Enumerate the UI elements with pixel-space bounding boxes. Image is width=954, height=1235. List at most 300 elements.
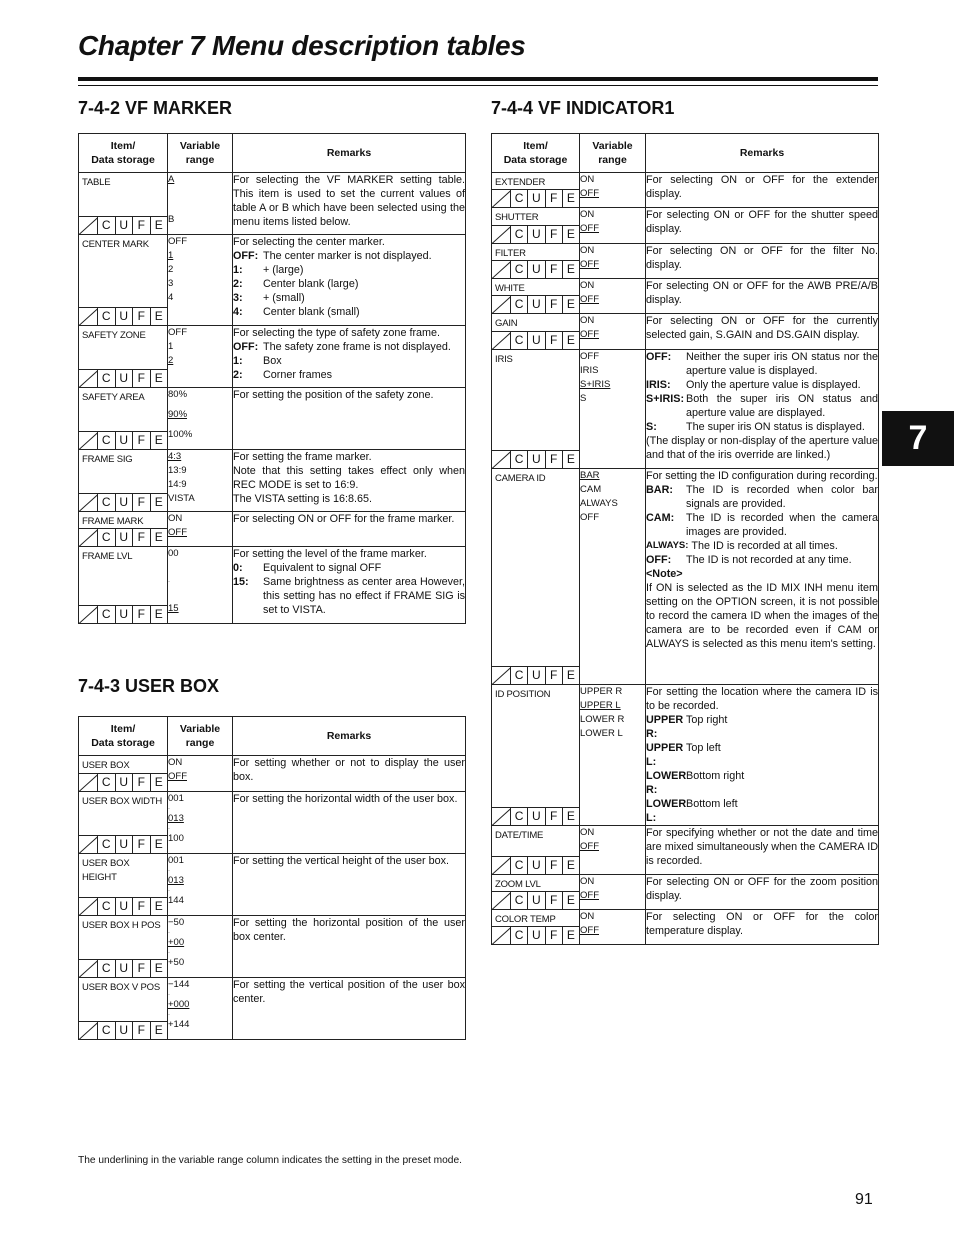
option-label: UPPER R: bbox=[646, 714, 684, 740]
range-value: −144 bbox=[168, 979, 190, 990]
range-ellipsis: · bbox=[168, 888, 170, 894]
data-storage-flags bbox=[79, 1021, 167, 1039]
data-storage-flags bbox=[79, 773, 167, 791]
storage-flag: U bbox=[528, 808, 545, 825]
remarks-text: For selecting ON or OFF for the shutter speed display. bbox=[646, 209, 878, 235]
col-header-remarks: Remarks bbox=[233, 134, 466, 173]
preset-value: OFF bbox=[580, 890, 599, 901]
variable-range-cell bbox=[580, 875, 646, 910]
data-storage-flags bbox=[79, 216, 167, 234]
range-value: ON bbox=[580, 245, 595, 256]
variable-range-cell bbox=[580, 685, 646, 826]
storage-flag: F bbox=[133, 370, 151, 387]
storage-flag: U bbox=[528, 296, 545, 313]
remarks-cell bbox=[646, 244, 879, 279]
preset-value: UPPER L bbox=[580, 700, 621, 711]
table-row bbox=[79, 450, 466, 512]
range-ellipsis: · bbox=[168, 992, 170, 998]
item-cell bbox=[79, 512, 168, 547]
option-text: Both the super iris ON status and aperture value are displayed. bbox=[686, 393, 878, 419]
table-row bbox=[79, 388, 466, 450]
storage-flag: C bbox=[511, 226, 528, 243]
storage-flag: C bbox=[511, 332, 528, 349]
item-cell bbox=[79, 326, 168, 388]
remarks-text: For setting the vertical position of the user box center. bbox=[233, 979, 465, 1005]
range-value: ON bbox=[168, 757, 183, 768]
item-name: IRIS bbox=[495, 354, 513, 365]
diagonal-slash-icon bbox=[492, 226, 511, 243]
variable-range-cell bbox=[580, 173, 646, 208]
variable-range-cell bbox=[168, 792, 233, 854]
range-ellipsis: · bbox=[168, 1012, 170, 1018]
option-line bbox=[646, 378, 878, 392]
table-row bbox=[492, 469, 879, 685]
variable-range-cell bbox=[168, 547, 233, 624]
storage-flag: C bbox=[98, 1022, 116, 1039]
variable-range-cell bbox=[168, 854, 233, 916]
preset-value: 1 bbox=[168, 250, 174, 261]
preset-value: OFF bbox=[580, 188, 599, 199]
option-line bbox=[646, 797, 878, 825]
chapter-title: Chapter 7 Menu description tables bbox=[78, 30, 526, 61]
storage-flag: E bbox=[154, 899, 163, 913]
data-storage-flags bbox=[492, 666, 579, 684]
storage-flag: C bbox=[98, 898, 116, 915]
option-label: OFF: bbox=[233, 250, 259, 262]
remarks-text: For setting the level of the frame marker. bbox=[233, 548, 427, 560]
storage-flag: F bbox=[133, 308, 151, 325]
storage-flag: F bbox=[546, 332, 563, 349]
option-label: OFF: bbox=[646, 554, 672, 566]
option-label: UPPER L: bbox=[646, 742, 684, 768]
range-value: ON bbox=[580, 827, 595, 838]
data-storage-flags bbox=[79, 307, 167, 325]
storage-flag: U bbox=[528, 226, 545, 243]
item-cell bbox=[79, 756, 168, 792]
item-name: CAMERA ID bbox=[495, 473, 546, 484]
remarks-text: For setting the horizontal width of the user box. bbox=[233, 793, 458, 805]
data-storage-flags bbox=[492, 450, 579, 468]
data-storage-flags bbox=[492, 891, 579, 909]
data-storage-flags bbox=[492, 926, 579, 944]
diagonal-slash-icon bbox=[492, 332, 511, 349]
diagonal-slash-icon bbox=[79, 960, 98, 977]
preset-value: 013 bbox=[168, 813, 184, 824]
item-name: USER BOX H POS bbox=[82, 920, 161, 931]
preset-value: A bbox=[168, 174, 175, 185]
range-value: 001 bbox=[168, 793, 184, 804]
note-label: <Note> bbox=[646, 568, 683, 580]
item-cell bbox=[492, 910, 580, 945]
storage-flag: F bbox=[133, 774, 151, 791]
option-line bbox=[646, 392, 878, 420]
data-storage-flags bbox=[79, 897, 167, 915]
remarks-cell bbox=[233, 450, 466, 512]
remarks-text: For selecting the VF MARKER setting table. This item is used to set the current values of table A or B which have been selected using the menu items listed below. bbox=[233, 174, 465, 228]
option-label: 3: bbox=[233, 292, 243, 304]
range-value: 100 bbox=[168, 833, 184, 844]
storage-flag: E bbox=[566, 333, 575, 347]
range-value: ON bbox=[168, 513, 183, 524]
vf-marker-table bbox=[78, 133, 466, 624]
storage-flag: F bbox=[546, 261, 563, 278]
range-value: +144 bbox=[168, 1019, 190, 1030]
chapter-tab: 7 bbox=[882, 411, 954, 466]
item-name: EXTENDER bbox=[495, 177, 546, 188]
option-label: S: bbox=[646, 421, 657, 433]
storage-flag: F bbox=[546, 451, 563, 468]
table-row bbox=[79, 756, 466, 792]
diagonal-slash-icon bbox=[79, 432, 98, 449]
option-line bbox=[233, 263, 465, 277]
option-text: Center blank (large) bbox=[263, 278, 359, 290]
variable-range-cell bbox=[168, 450, 233, 512]
option-text: The ID is not recorded at any time. bbox=[686, 554, 852, 566]
range-value: LOWER L bbox=[580, 728, 623, 739]
remarks-note: If ON is selected as the ID MIX INH menu item setting on the OPTION screen, it is not possible to record the camera ID when the images of the camera are to be recorded even if CAM or ALWAYS is selected as this menu item's setting. bbox=[646, 582, 878, 650]
option-label: ALWAYS: bbox=[646, 540, 689, 551]
remarks-text: For setting the vertical height of the user box. bbox=[233, 855, 450, 867]
remarks-text: For selecting ON or OFF for the filter No. display. bbox=[646, 245, 878, 271]
item-name: FRAME MARK bbox=[82, 516, 144, 527]
remarks-cell bbox=[233, 388, 466, 450]
storage-flag: U bbox=[116, 836, 134, 853]
item-name: USER BOX WIDTH bbox=[82, 796, 163, 807]
option-line bbox=[233, 340, 465, 354]
remarks-text: For selecting ON or OFF for the AWB PRE/A/B display. bbox=[646, 280, 878, 306]
option-line bbox=[646, 539, 878, 553]
remarks-cell bbox=[233, 173, 466, 235]
variable-range-cell bbox=[168, 388, 233, 450]
option-text: + (large) bbox=[263, 264, 304, 276]
range-value: IRIS bbox=[580, 365, 599, 376]
variable-range-cell bbox=[580, 244, 646, 279]
item-name: SAFETY AREA bbox=[82, 392, 145, 403]
storage-flag: U bbox=[528, 261, 545, 278]
storage-flag: E bbox=[154, 433, 163, 447]
table-row bbox=[492, 875, 879, 910]
table-row bbox=[492, 314, 879, 350]
table-row bbox=[492, 350, 879, 469]
preset-value: 013 bbox=[168, 875, 184, 886]
variable-range-cell bbox=[580, 910, 646, 945]
remarks-cell bbox=[233, 978, 466, 1040]
remarks-text: For setting the horizontal position of the user box center. bbox=[233, 917, 465, 943]
data-storage-flags bbox=[79, 431, 167, 449]
storage-flag: E bbox=[154, 530, 163, 544]
item-name: SHUTTER bbox=[495, 212, 539, 223]
storage-flag: E bbox=[154, 371, 163, 385]
item-cell bbox=[79, 978, 168, 1040]
diagonal-slash-icon bbox=[79, 836, 98, 853]
option-text: Same brightness as center area However, this setting has no effect if FRAME SIG is set to VISTA. bbox=[263, 576, 465, 616]
range-value: ALWAYS bbox=[580, 498, 618, 509]
storage-flag: C bbox=[98, 960, 116, 977]
item-cell bbox=[79, 916, 168, 978]
storage-flag: F bbox=[133, 432, 151, 449]
range-value: 100% bbox=[168, 429, 193, 440]
diagonal-slash-icon bbox=[79, 898, 98, 915]
storage-flag: U bbox=[116, 606, 134, 623]
storage-flag: E bbox=[566, 227, 575, 241]
diagonal-slash-icon bbox=[79, 774, 98, 791]
storage-flag: U bbox=[528, 332, 545, 349]
remarks-cell bbox=[646, 173, 879, 208]
option-text: Bottom left bbox=[686, 798, 738, 810]
remarks-text: For specifying whether or not the date and time are mixed simultaneously when the CAMERA ID is recorded. bbox=[646, 827, 878, 867]
diagonal-slash-icon bbox=[79, 606, 98, 623]
remarks-text: For selecting ON or OFF for the color temperature display. bbox=[646, 911, 878, 937]
option-label: 1: bbox=[233, 355, 243, 367]
remarks-text: For selecting ON or OFF for the extender display. bbox=[646, 174, 878, 200]
remarks-cell bbox=[233, 512, 466, 547]
storage-flag: C bbox=[511, 190, 528, 207]
data-storage-flags bbox=[492, 189, 579, 207]
diagonal-slash-icon bbox=[79, 529, 98, 546]
item-cell bbox=[492, 244, 580, 279]
variable-range-cell bbox=[580, 314, 646, 350]
remarks-note: (The display or non-display of the aperture value and that of the iris override are linked.) bbox=[646, 435, 878, 461]
range-ellipsis: · bbox=[168, 950, 170, 956]
range-value: OFF bbox=[168, 236, 187, 247]
data-storage-flags bbox=[79, 605, 167, 623]
option-label: 1: bbox=[233, 264, 243, 276]
user-box-table bbox=[78, 716, 466, 1040]
table-row bbox=[492, 173, 879, 208]
option-text: Bottom right bbox=[686, 770, 745, 782]
table-row bbox=[492, 279, 879, 314]
col-header-variable: Variable range bbox=[168, 134, 233, 173]
remarks-cell bbox=[646, 875, 879, 910]
option-line bbox=[233, 354, 465, 368]
range-value: UPPER R bbox=[580, 686, 623, 697]
option-line bbox=[646, 769, 878, 797]
range-value: ON bbox=[580, 876, 595, 887]
preset-value: OFF bbox=[580, 841, 599, 852]
table-row bbox=[492, 208, 879, 244]
preset-value: +00 bbox=[168, 937, 185, 948]
title-rule bbox=[78, 77, 878, 81]
range-value: ON bbox=[580, 911, 595, 922]
storage-flag: E bbox=[154, 309, 163, 323]
remarks-cell bbox=[233, 326, 466, 388]
preset-value: 90% bbox=[168, 409, 188, 420]
preset-value: +000 bbox=[168, 999, 190, 1010]
storage-flag: U bbox=[528, 451, 545, 468]
variable-range-cell bbox=[580, 826, 646, 875]
option-line bbox=[233, 575, 465, 617]
storage-flag: F bbox=[133, 217, 151, 234]
storage-flag: E bbox=[566, 928, 575, 942]
option-line bbox=[646, 511, 878, 539]
variable-range-cell bbox=[168, 173, 233, 235]
storage-flag: U bbox=[528, 190, 545, 207]
option-text: The ID is recorded when color bar signals are provided. bbox=[686, 484, 878, 510]
storage-flag: E bbox=[566, 809, 575, 823]
item-cell bbox=[79, 388, 168, 450]
option-text: Center blank (small) bbox=[263, 306, 360, 318]
preset-value: OFF bbox=[580, 294, 599, 305]
storage-flag: C bbox=[98, 217, 116, 234]
diagonal-slash-icon bbox=[492, 892, 511, 909]
variable-range-cell bbox=[168, 512, 233, 547]
storage-flag: U bbox=[116, 217, 134, 234]
table-row bbox=[79, 326, 466, 388]
remarks-cell bbox=[233, 756, 466, 792]
data-storage-flags bbox=[79, 959, 167, 977]
preset-value: OFF bbox=[580, 925, 599, 936]
option-label: IRIS: bbox=[646, 379, 671, 391]
item-cell bbox=[79, 173, 168, 235]
item-cell bbox=[79, 547, 168, 624]
preset-value: 4:3 bbox=[168, 451, 182, 462]
storage-flag: C bbox=[98, 836, 116, 853]
storage-flag: E bbox=[154, 218, 163, 232]
range-value: 001 bbox=[168, 855, 184, 866]
col-header-item: Item/ Data storage bbox=[79, 134, 168, 173]
range-ellipsis: · bbox=[168, 578, 170, 585]
item-name: GAIN bbox=[495, 318, 518, 329]
remarks-cell bbox=[233, 235, 466, 326]
option-line bbox=[233, 277, 465, 291]
storage-flag: C bbox=[511, 667, 528, 684]
remarks-cell bbox=[233, 547, 466, 624]
remarks-cell bbox=[646, 826, 879, 875]
storage-flag: U bbox=[116, 960, 134, 977]
range-value: +50 bbox=[168, 957, 185, 968]
item-name: ID POSITION bbox=[495, 689, 551, 700]
remarks-text: For setting the ID configuration during recording. bbox=[646, 470, 878, 482]
item-name: SAFETY ZONE bbox=[82, 330, 146, 341]
storage-flag: U bbox=[116, 370, 134, 387]
item-cell bbox=[492, 173, 580, 208]
variable-range-cell bbox=[580, 350, 646, 469]
remarks-text: For setting the location where the camera ID is to be recorded. bbox=[646, 686, 878, 712]
diagonal-slash-icon bbox=[79, 217, 98, 234]
option-text: Top left bbox=[686, 742, 721, 754]
item-name: USER BOX HEIGHT bbox=[82, 858, 130, 883]
storage-flag: C bbox=[511, 892, 528, 909]
header-row bbox=[79, 134, 466, 173]
range-value: B bbox=[168, 214, 175, 225]
storage-flag: F bbox=[133, 1022, 151, 1039]
col-header-remarks: Remarks bbox=[646, 134, 879, 173]
table-row bbox=[492, 685, 879, 826]
range-value: 13:9 bbox=[168, 465, 187, 476]
header-row bbox=[79, 717, 466, 756]
data-storage-flags bbox=[79, 369, 167, 387]
option-label: 2: bbox=[233, 278, 243, 290]
data-storage-flags bbox=[79, 493, 167, 511]
range-value: ON bbox=[580, 315, 595, 326]
storage-flag: C bbox=[98, 529, 116, 546]
remarks-text: For selecting ON or OFF for the currently selected gain, S.GAIN and DS.GAIN display. bbox=[646, 315, 878, 341]
col-header-variable: Variable range bbox=[168, 717, 233, 756]
item-cell bbox=[79, 450, 168, 512]
option-line bbox=[646, 420, 878, 434]
col-header-remarks: Remarks bbox=[233, 717, 466, 756]
storage-flag: F bbox=[133, 836, 151, 853]
preset-value: OFF bbox=[168, 771, 187, 782]
option-label: 4: bbox=[233, 306, 243, 318]
range-value: ON bbox=[580, 280, 595, 291]
option-label: S+IRIS: bbox=[646, 393, 685, 405]
title-rule-thin bbox=[78, 85, 878, 86]
vf-marker-heading: 7-4-2 VF MARKER bbox=[78, 98, 233, 118]
remarks-cell bbox=[646, 685, 879, 826]
preset-value: OFF bbox=[580, 329, 599, 340]
storage-flag: E bbox=[154, 1023, 163, 1037]
range-value: 1 bbox=[168, 341, 174, 352]
storage-flag: F bbox=[133, 898, 151, 915]
diagonal-slash-icon bbox=[492, 857, 511, 874]
item-cell bbox=[492, 685, 580, 826]
storage-flag: E bbox=[566, 191, 575, 205]
variable-range-cell bbox=[580, 208, 646, 244]
item-name: USER BOX V POS bbox=[82, 982, 160, 993]
storage-flag: U bbox=[116, 774, 134, 791]
range-value: 80% bbox=[168, 389, 188, 400]
remarks-cell bbox=[646, 314, 879, 350]
option-line bbox=[646, 350, 878, 378]
diagonal-slash-icon bbox=[79, 308, 98, 325]
table-row bbox=[79, 854, 466, 916]
diagonal-slash-icon bbox=[492, 451, 511, 468]
storage-flag: U bbox=[116, 529, 134, 546]
item-name: FRAME SIG bbox=[82, 454, 133, 465]
storage-flag: U bbox=[528, 927, 545, 944]
diagonal-slash-icon bbox=[492, 667, 511, 684]
range-value: VISTA bbox=[168, 493, 195, 504]
option-label: 0: bbox=[233, 562, 243, 574]
range-value: 3 bbox=[168, 278, 174, 289]
variable-range-cell bbox=[168, 916, 233, 978]
variable-range-cell bbox=[168, 326, 233, 388]
storage-flag: F bbox=[133, 606, 151, 623]
preset-value: OFF bbox=[580, 259, 599, 270]
item-name: FRAME LVL bbox=[82, 551, 133, 562]
range-value: S bbox=[580, 393, 587, 404]
data-storage-flags bbox=[79, 835, 167, 853]
item-name: ZOOM LVL bbox=[495, 879, 541, 890]
storage-flag: U bbox=[528, 892, 545, 909]
header-row bbox=[492, 134, 879, 173]
data-storage-flags bbox=[492, 331, 579, 349]
vf-indicator1-table bbox=[491, 133, 879, 945]
storage-flag: F bbox=[546, 808, 563, 825]
storage-flag: E bbox=[566, 262, 575, 276]
preset-value: BAR bbox=[580, 470, 600, 481]
item-cell bbox=[79, 235, 168, 326]
option-label: BAR: bbox=[646, 484, 673, 496]
variable-range-cell bbox=[580, 469, 646, 685]
option-label: LOWER L: bbox=[646, 798, 687, 824]
storage-flag: C bbox=[98, 308, 116, 325]
storage-flag: C bbox=[511, 296, 528, 313]
storage-flag: C bbox=[98, 370, 116, 387]
range-ellipsis: · bbox=[168, 806, 170, 812]
storage-flag: E bbox=[566, 297, 575, 311]
option-text: Equivalent to signal OFF bbox=[263, 562, 382, 574]
option-label: LOWER R: bbox=[646, 770, 687, 796]
storage-flag: E bbox=[566, 452, 575, 466]
option-text: Only the aperture value is displayed. bbox=[686, 379, 861, 391]
table-row bbox=[79, 916, 466, 978]
storage-flag: F bbox=[546, 927, 563, 944]
data-storage-flags bbox=[492, 807, 579, 825]
item-cell bbox=[79, 792, 168, 854]
col-header-item: Item/ Data storage bbox=[492, 134, 580, 173]
